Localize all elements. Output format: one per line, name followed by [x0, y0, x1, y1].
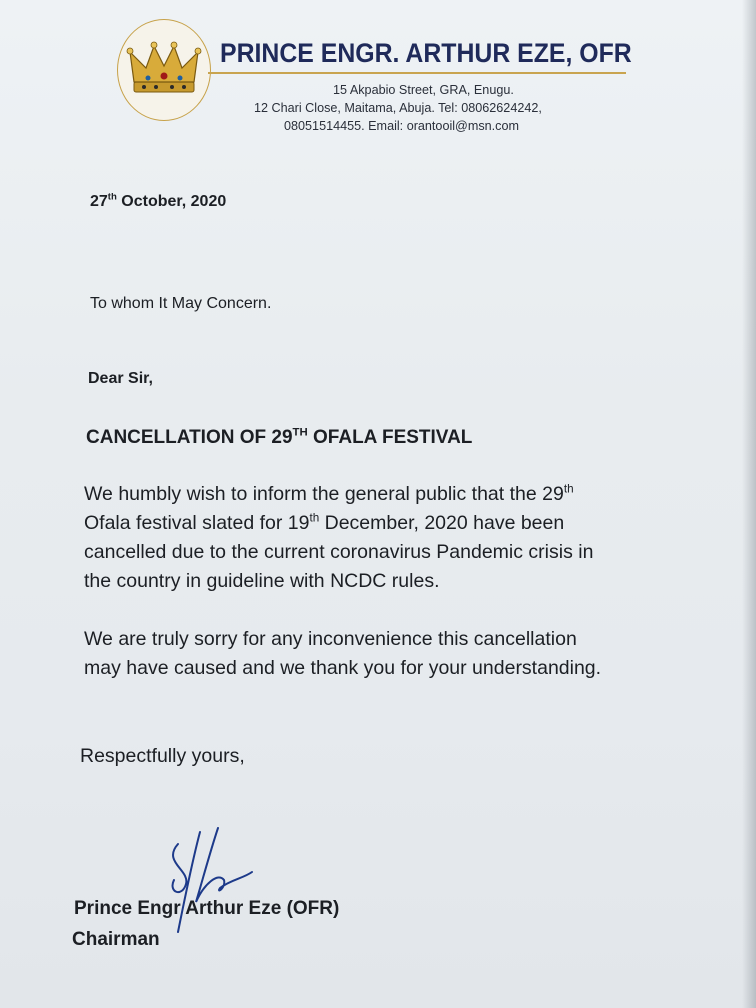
p1-line-2-text-a: Ofala festival slated for 19 [84, 512, 310, 534]
crown-logo [117, 19, 211, 121]
crown-icon [126, 38, 202, 100]
paragraph-1-line-4: the country in guideline with NCDC rules. [84, 570, 440, 592]
date-rest: October, 2020 [116, 193, 227, 210]
date-suffix: th [107, 191, 117, 203]
subject-part-2: OFALA FESTIVAL [307, 427, 473, 448]
paragraph-1-line-2 [84, 512, 564, 535]
subject-heading [86, 427, 472, 449]
salutation: Dear Sir, [88, 370, 153, 387]
signatory-name: Prince Engr Arthur Eze (OFR) [74, 898, 340, 919]
date-day: 27 [90, 193, 108, 210]
p1-line-1-suffix: th [563, 482, 574, 496]
p1-line-1-text: We humbly wish to inform the general public that the 29 [84, 483, 564, 505]
paragraph-1-line-1 [84, 483, 574, 506]
paragraph-2-line-1: We are truly sorry for any inconvenience this cancellation [84, 628, 577, 650]
p1-line-2-suffix: th [309, 511, 320, 525]
letterhead-name: PRINCE ENGR. ARTHUR EZE, OFR [220, 38, 632, 68]
subject-part-1: CANCELLATION OF 29 [86, 427, 293, 448]
page-edge-shadow [742, 0, 756, 1008]
address-line-3: 08051514455. Email: orantooil@msn.com [284, 118, 520, 133]
closing-line: Respectfully yours, [80, 745, 245, 767]
paragraph-1-line-3: cancelled due to the current coronavirus Pandemic crisis in [84, 541, 594, 563]
p1-line-2-text-b: December, 2020 have been [319, 512, 565, 534]
letter-date [90, 193, 226, 211]
address-line-1: 15 Akpabio Street, GRA, Enugu. [333, 82, 514, 97]
recipient-line: To whom It May Concern. [90, 295, 272, 312]
subject-suffix: TH [292, 426, 308, 439]
letterhead-rule [208, 72, 626, 74]
paragraph-2-line-2: may have caused and we thank you for your understanding. [84, 657, 602, 679]
address-line-2: 12 Chari Close, Maitama, Abuja. Tel: 08062624242, [254, 100, 542, 115]
signatory-title: Chairman [72, 929, 160, 950]
handwritten-signature [160, 822, 280, 942]
